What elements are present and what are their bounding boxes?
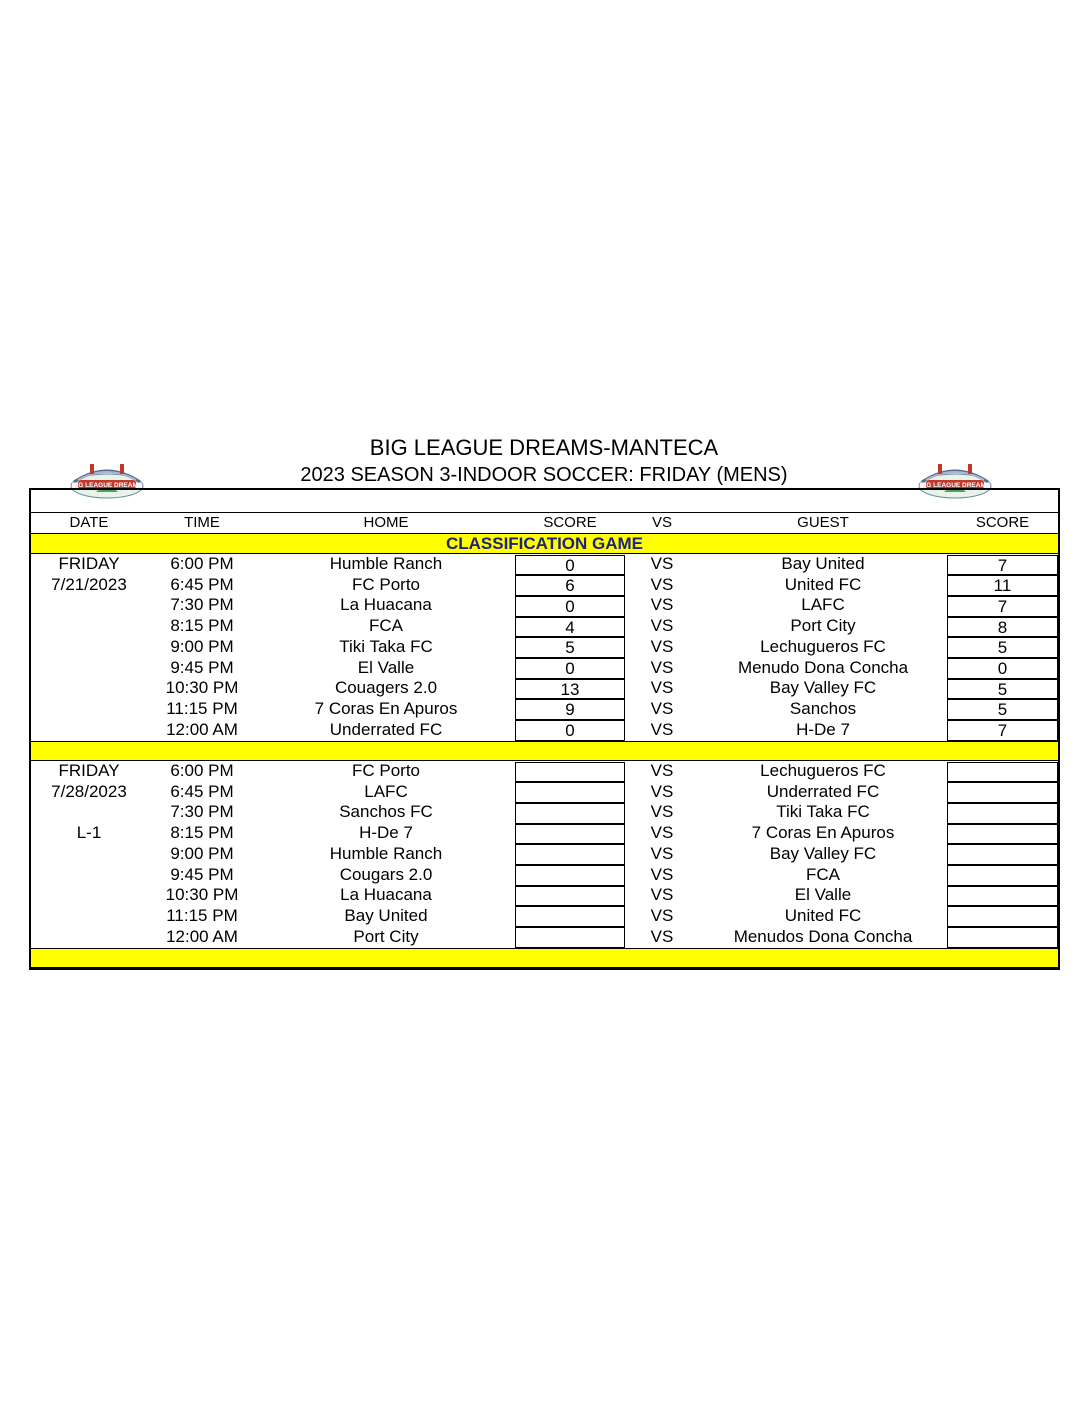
home-team: FCA bbox=[369, 616, 403, 636]
home-score-box bbox=[515, 824, 625, 845]
guest-score-box bbox=[947, 865, 1058, 886]
guest-score-box bbox=[947, 844, 1058, 865]
vs-label: VS bbox=[650, 574, 674, 594]
game-time: 6:45 PM bbox=[170, 574, 234, 594]
game-time: 8:15 PM bbox=[170, 616, 234, 636]
game-time: 9:00 PM bbox=[170, 636, 234, 656]
vs-label: VS bbox=[650, 905, 674, 925]
svg-text:BIG LEAGUE DREAMS: BIG LEAGUE DREAMS bbox=[919, 482, 991, 489]
home-team: FC Porto bbox=[351, 574, 421, 594]
guest-score-box: 5 bbox=[947, 679, 1058, 700]
home-team: Cougars 2.0 bbox=[339, 864, 433, 884]
game-time: 9:00 PM bbox=[170, 843, 234, 863]
home-score-box bbox=[515, 803, 625, 824]
game-time: 11:15 PM bbox=[166, 905, 238, 925]
home-team: Humble Ranch bbox=[329, 843, 443, 863]
guest-score-box bbox=[947, 906, 1058, 927]
home-score-box: 13 bbox=[515, 679, 625, 700]
guest-score-box bbox=[947, 886, 1058, 907]
game-time: 9:45 PM bbox=[170, 657, 234, 677]
svg-text:BIG LEAGUE DREAMS: BIG LEAGUE DREAMS bbox=[71, 482, 143, 489]
vs-label: VS bbox=[650, 864, 674, 884]
vs-label: VS bbox=[650, 616, 674, 636]
col-header-guest-score: SCORE bbox=[975, 514, 1030, 531]
game-time: 10:30 PM bbox=[165, 678, 239, 698]
guest-team: Bay United bbox=[781, 554, 865, 573]
vs-label: VS bbox=[650, 761, 674, 780]
home-score-box: 0 bbox=[515, 658, 625, 679]
home-score-box: 9 bbox=[515, 699, 625, 720]
guest-score-box bbox=[947, 762, 1058, 783]
vs-label: VS bbox=[650, 595, 674, 615]
game-time: 12:00 AM bbox=[166, 926, 238, 946]
classification-band bbox=[31, 533, 1058, 554]
home-score-box bbox=[515, 782, 625, 803]
separator-band bbox=[31, 741, 1058, 761]
guest-score-box: 11 bbox=[947, 575, 1058, 596]
home-score-box: 4 bbox=[515, 617, 625, 638]
home-team: El Valle bbox=[357, 657, 415, 677]
guest-team: Tiki Taka FC bbox=[776, 802, 870, 822]
guest-team: Menudos Dona Concha bbox=[733, 926, 913, 946]
guest-team: FCA bbox=[806, 864, 840, 884]
page-title: BIG LEAGUE DREAMS-MANTECA bbox=[369, 435, 719, 460]
game-time: 6:00 PM bbox=[170, 761, 234, 780]
col-header-home: HOME bbox=[363, 514, 409, 531]
home-score-box bbox=[515, 762, 625, 783]
vs-label: VS bbox=[650, 781, 674, 801]
home-score-box: 0 bbox=[515, 596, 625, 617]
home-team: Tiki Taka FC bbox=[339, 636, 433, 656]
vs-label: VS bbox=[650, 926, 674, 946]
guest-team: United FC bbox=[784, 574, 862, 594]
game-time: 7:30 PM bbox=[170, 802, 234, 822]
bottom-band bbox=[31, 948, 1058, 968]
home-team: Underrated FC bbox=[329, 719, 443, 739]
home-score-box bbox=[515, 886, 625, 907]
col-header-date: DATE bbox=[69, 514, 109, 531]
home-score-box bbox=[515, 906, 625, 927]
guest-score-box: 7 bbox=[947, 596, 1058, 617]
home-score-box bbox=[515, 844, 625, 865]
guest-score-box: 0 bbox=[947, 658, 1058, 679]
vs-label: VS bbox=[650, 843, 674, 863]
home-score-box: 5 bbox=[515, 637, 625, 658]
home-team: Couagers 2.0 bbox=[334, 678, 438, 698]
game-time: 6:00 PM bbox=[170, 554, 234, 573]
home-score-box: 6 bbox=[515, 575, 625, 596]
guest-score-box bbox=[947, 782, 1058, 803]
game-time: 7:30 PM bbox=[170, 595, 234, 615]
home-score-box bbox=[515, 865, 625, 886]
guest-team: Lechugueros FC bbox=[760, 636, 886, 656]
guest-score-box: 7 bbox=[947, 555, 1058, 576]
week2-day: FRIDAY bbox=[58, 761, 120, 780]
guest-team: Underrated FC bbox=[766, 781, 880, 801]
vs-label: VS bbox=[650, 554, 674, 573]
vs-label: VS bbox=[650, 719, 674, 739]
guest-team: Port City bbox=[790, 616, 856, 636]
page-subtitle: 2023 SEASON 3-INDOOR SOCCER: FRIDAY (MENS) bbox=[300, 464, 788, 486]
guest-team: United FC bbox=[784, 905, 862, 925]
vs-label: VS bbox=[650, 885, 674, 905]
week2-date: 7/28/2023 bbox=[51, 782, 127, 801]
guest-team: LAFC bbox=[801, 595, 845, 615]
guest-score-box: 7 bbox=[947, 720, 1058, 741]
game-time: 12:00 AM bbox=[166, 719, 238, 739]
guest-team: Bay Valley FC bbox=[769, 843, 877, 863]
guest-score-box: 5 bbox=[947, 699, 1058, 720]
guest-score-box bbox=[947, 824, 1058, 845]
home-team: Port City bbox=[353, 926, 419, 946]
guest-score-box: 8 bbox=[947, 617, 1058, 638]
game-time: 11:15 PM bbox=[166, 698, 238, 718]
week1-day: FRIDAY bbox=[58, 554, 120, 573]
vs-label: VS bbox=[650, 678, 674, 698]
week2-note: L-1 bbox=[76, 823, 102, 842]
guest-team: Lechugueros FC bbox=[760, 761, 886, 780]
home-team: Humble Ranch bbox=[329, 554, 443, 573]
guest-team: Sanchos bbox=[789, 698, 857, 718]
guest-team: Bay Valley FC bbox=[769, 678, 877, 698]
home-team: Bay United bbox=[344, 905, 428, 925]
vs-label: VS bbox=[650, 657, 674, 677]
home-score-box: 0 bbox=[515, 555, 625, 576]
home-team: Sanchos FC bbox=[339, 802, 433, 822]
home-team: H-De 7 bbox=[359, 823, 413, 843]
col-header-time: TIME bbox=[184, 514, 220, 531]
game-time: 6:45 PM bbox=[170, 781, 234, 801]
guest-score-box bbox=[947, 803, 1058, 824]
vs-label: VS bbox=[650, 636, 674, 656]
vs-label: VS bbox=[650, 823, 674, 843]
game-time: 9:45 PM bbox=[170, 864, 234, 884]
home-team: LAFC bbox=[364, 781, 408, 801]
home-team: 7 Coras En Apuros bbox=[314, 698, 458, 718]
guest-team: Menudo Dona Concha bbox=[737, 657, 909, 677]
home-team: FC Porto bbox=[351, 761, 421, 780]
blank-row bbox=[31, 490, 1058, 513]
guest-team: H-De 7 bbox=[796, 719, 850, 739]
home-score-box: 0 bbox=[515, 720, 625, 741]
classification-band-title: CLASSIFICATION GAME bbox=[445, 534, 644, 553]
guest-score-box bbox=[947, 927, 1058, 948]
vs-label: VS bbox=[650, 698, 674, 718]
guest-score-box: 5 bbox=[947, 637, 1058, 658]
vs-label: VS bbox=[650, 802, 674, 822]
col-header-home-score: SCORE bbox=[543, 514, 597, 531]
game-time: 10:30 PM bbox=[165, 885, 239, 905]
col-header-guest: GUEST bbox=[797, 514, 849, 531]
col-header-vs: VS bbox=[651, 514, 672, 531]
guest-team: El Valle bbox=[794, 885, 852, 905]
home-score-box bbox=[515, 927, 625, 948]
game-time: 8:15 PM bbox=[170, 823, 234, 843]
guest-team: 7 Coras En Apuros bbox=[751, 823, 895, 843]
home-team: La Huacana bbox=[340, 885, 432, 905]
week1-date: 7/21/2023 bbox=[51, 575, 127, 594]
home-team: La Huacana bbox=[340, 595, 432, 615]
